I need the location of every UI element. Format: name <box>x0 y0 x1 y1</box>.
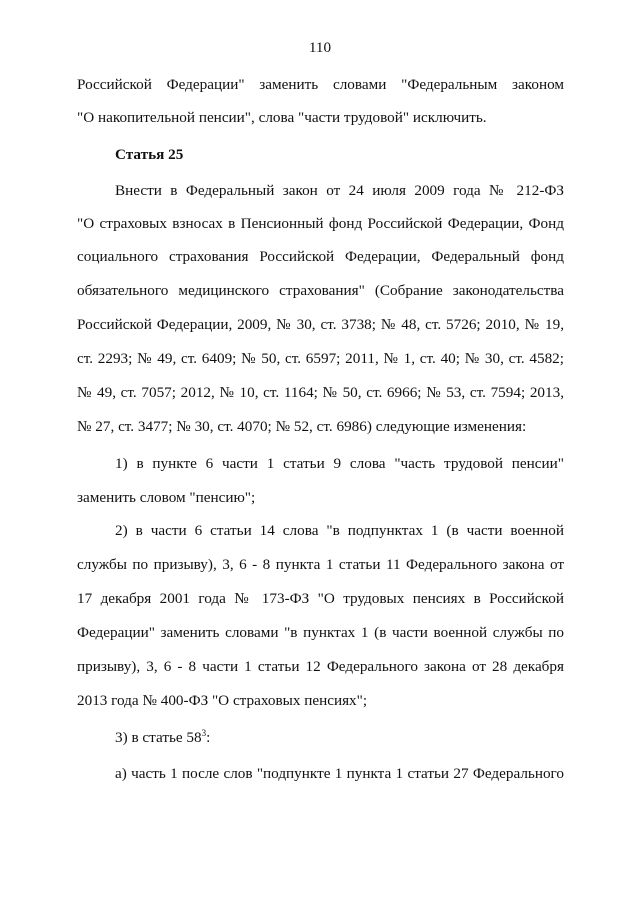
text-fragment: 3) в статье 58 <box>115 729 202 746</box>
text-line: "О страховых взносах в Пенсионный фонд Российской Федерации, Фонд <box>77 215 564 232</box>
text-line: 2) в части 6 статьи 14 слова "в подпунктах 1 (в части военной <box>115 522 564 539</box>
text-line: обязательного медицинского страхования" (Собрание законодательства <box>77 282 564 299</box>
text-line: "О накопительной пенсии", слова "части трудовой" исключить. <box>77 109 487 126</box>
text-line: а) часть 1 после слов "подпункте 1 пункта 1 статьи 27 Федерального <box>115 765 564 782</box>
text-line: заменить словом "пенсию"; <box>77 489 256 506</box>
text-line <box>115 728 564 748</box>
article-heading: Статья 25 <box>115 146 184 163</box>
text-line: Внести в Федеральный закон от 24 июля 2009 года № 212-ФЗ <box>115 182 564 199</box>
text-line: Российской Федерации" заменить словами "Федеральным законом <box>77 76 564 93</box>
text-fragment: : <box>206 729 211 746</box>
text-line: социального страхования Российской Федерации, Федеральный фонд <box>77 248 564 265</box>
text-line: Российской Федерации, 2009, № 30, ст. 3738; № 48, ст. 5726; 2010, № 19, <box>77 316 564 333</box>
text-line: 2013 года № 400-ФЗ "О страховых пенсиях"; <box>77 692 368 709</box>
text-line: 17 декабря 2001 года № 173-ФЗ "О трудовых пенсиях в Российской <box>77 590 564 607</box>
text-line: службы по призыву), 3, 6 - 8 пункта 1 статьи 11 Федерального закона от <box>77 556 564 573</box>
text-line: Федерации" заменить словами "в пунктах 1 (в части военной службы по <box>77 624 564 641</box>
text-line: № 49, ст. 7057; 2012, № 10, ст. 1164; № 50, ст. 6966; № 53, ст. 7594; 2013, <box>77 384 564 401</box>
page-number: 110 <box>308 39 332 56</box>
superscript: 3 <box>201 727 207 738</box>
text-line: № 27, ст. 3477; № 30, ст. 4070; № 52, ст. 6986) следующие изменения: <box>77 418 527 435</box>
text-line: ст. 2293; № 49, ст. 6409; № 50, ст. 6597; 2011, № 1, ст. 40; № 30, ст. 4582; <box>77 350 564 367</box>
text-line: 1) в пункте 6 части 1 статьи 9 слова "часть трудовой пенсии" <box>115 455 564 472</box>
text-line: призыву), 3, 6 - 8 части 1 статьи 12 Федерального закона от 28 декабря <box>77 658 564 675</box>
